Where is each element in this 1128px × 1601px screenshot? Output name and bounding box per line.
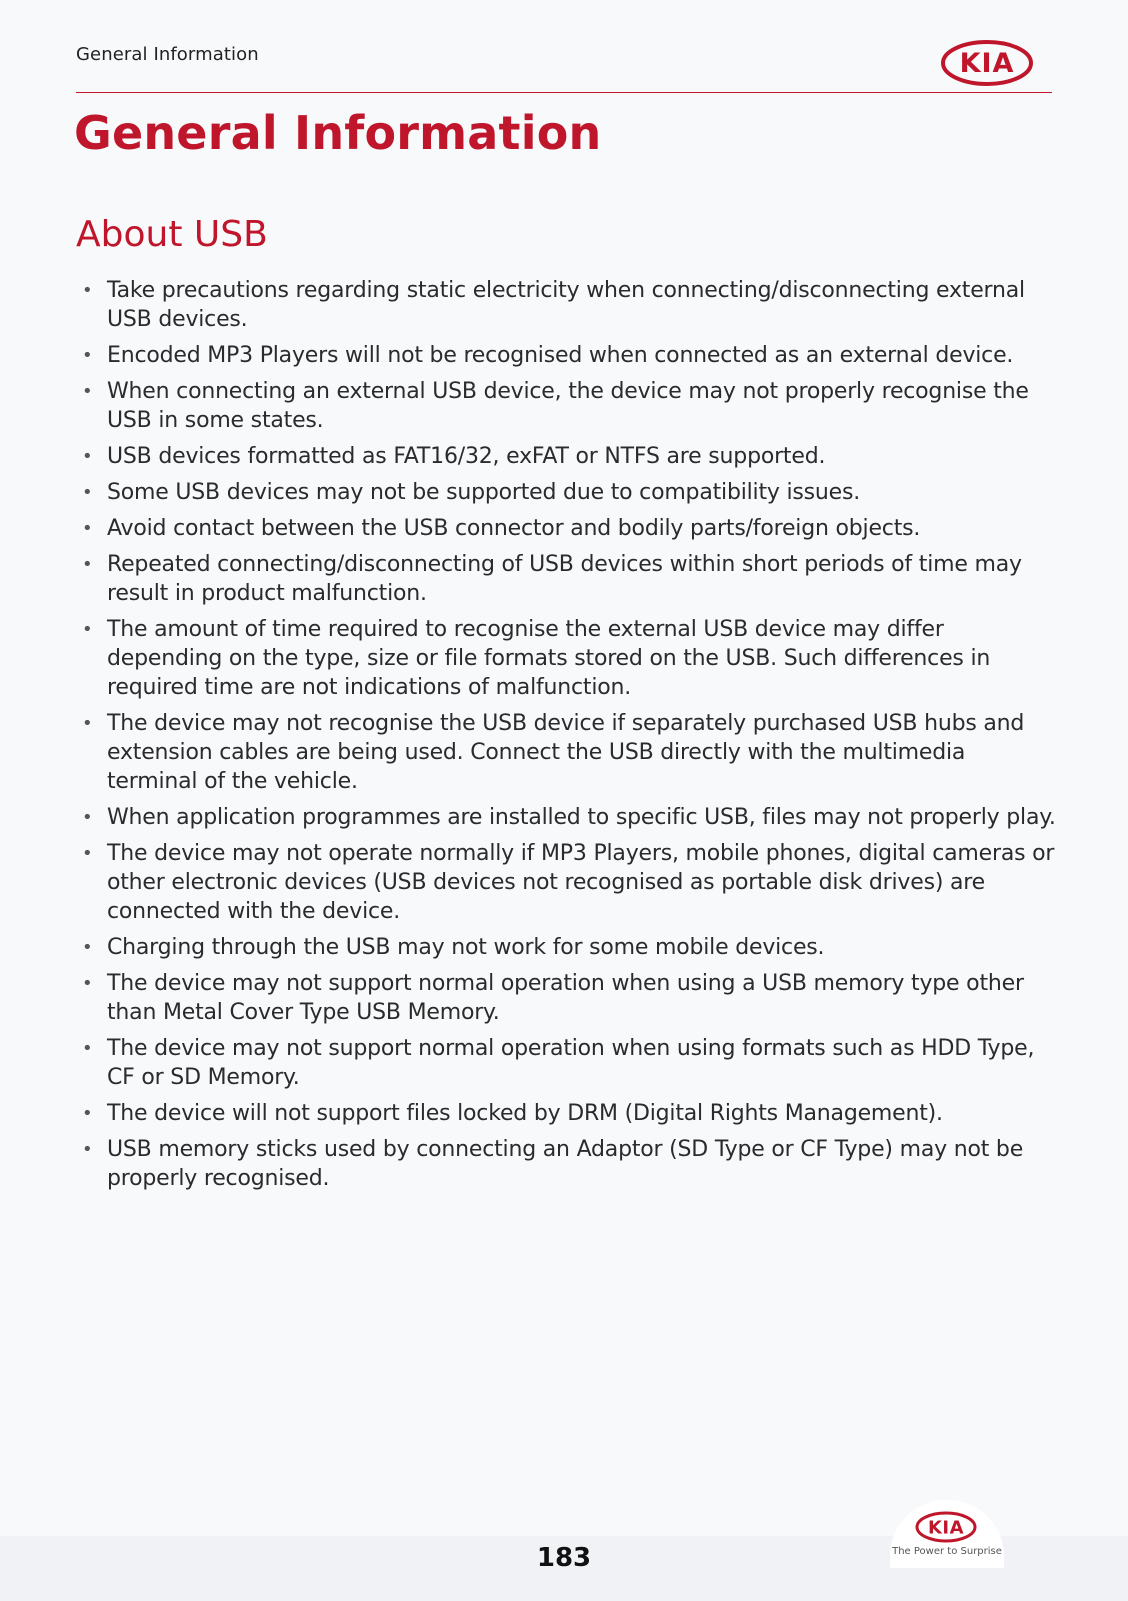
list-item: • The device may not support normal operation when using formats such as HDD Type, CF or SD Memory. [82,1036,1035,1090]
list-item: • Some USB devices may not be supported due to compatibility issues. [82,480,861,505]
header-rule [76,92,1052,93]
bullet-icon: • [82,807,93,828]
bullet-icon: • [82,937,93,958]
footer-brand [882,1500,1012,1566]
bullet-icon: • [82,1139,93,1160]
list-item: • Repeated connecting/disconnecting of USB devices within short periods of time may result in product malfunction. [82,552,1022,606]
list-item: • When application programmes are installed to specific USB, files may not properly play. [82,805,1056,830]
list-item: • When connecting an external USB device, the device may not properly recognise the USB in some states. [82,379,1029,433]
list-item: • The device may not support normal operation when using a USB memory type other than Metal Cover Type USB Memory. [82,971,1024,1025]
brand-tagline: The Power to Surprise [892,1546,1002,1557]
kia-logo-text: KIA [959,48,1015,79]
running-header-label: General Information [76,44,259,65]
list-item: • Charging through the USB may not work for some mobile devices. [82,935,825,960]
bullet-icon: • [82,280,93,301]
list-item: • USB devices formatted as FAT16/32, exFAT or NTFS are supported. [82,444,826,469]
kia-footer-logo [914,1510,978,1544]
bullet-icon: • [82,973,93,994]
list-item: • The device may not recognise the USB device if separately purchased USB hubs and extension cables are being used. Connect the USB directly with the multimedia terminal of the vehicle. [82,711,1025,794]
page-number: 183 [536,1543,592,1573]
bullet-icon: • [82,518,93,539]
bullet-icon: • [82,619,93,640]
bullet-icon: • [82,843,93,864]
kia-logo [940,38,1034,88]
bullet-icon: • [82,713,93,734]
bullet-icon: • [82,554,93,575]
section-title: About USB [76,214,268,255]
list-item: • Take precautions regarding static electricity when connecting/disconnecting external USB devices. [82,278,1025,332]
bullet-icon: • [82,381,93,402]
bullet-icon: • [82,1038,93,1059]
bullet-icon: • [82,345,93,366]
page-title: General Information [74,106,602,160]
kia-footer-logo-text: KIA [927,1517,965,1539]
bullet-icon: • [82,446,93,467]
list-item: • The amount of time required to recognise the external USB device may differ depending on the type, size or file formats stored on the USB. Such differences in required time are not indications of malfunction. [82,617,991,700]
bullet-icon: • [82,482,93,503]
usb-precautions-list [76,276,1058,1200]
list-item: • USB memory sticks used by connecting an Adaptor (SD Type or CF Type) may not be properly recognised. [82,1137,1024,1191]
list-item: • The device may not operate normally if MP3 Players, mobile phones, digital cameras or other electronic devices (USB devices not recognised as portable disk drives) are connected with the device. [82,841,1055,924]
list-item: • The device will not support files locked by DRM (Digital Rights Management). [82,1101,943,1126]
list-item: • Avoid contact between the USB connector and bodily parts/foreign objects. [82,516,921,541]
list-item: • Encoded MP3 Players will not be recognised when connected as an external device. [82,343,1014,368]
bullet-icon: • [82,1103,93,1124]
